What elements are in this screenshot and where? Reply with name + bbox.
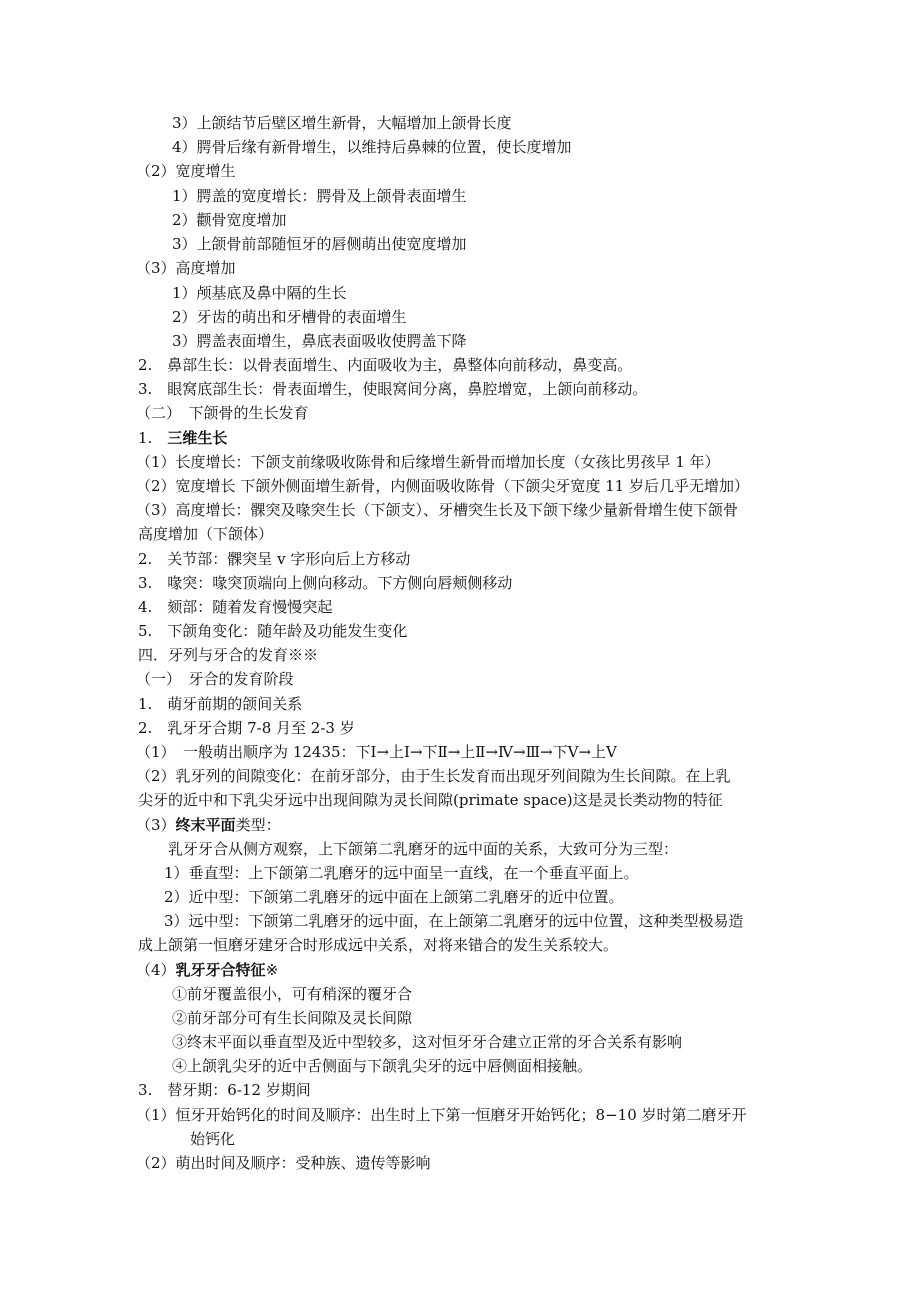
list-number: （4） (136, 961, 176, 979)
list-item: ①前牙覆盖很小，可有稍深的覆牙合 (172, 985, 413, 1003)
text-line: 2）近中型：下颌第二乳磨牙的远中面在上颌第二乳磨牙的近中位置。 (164, 888, 624, 906)
bold-term: 乳牙牙合特征 (175, 961, 266, 979)
text-line: 2. 关节部：髁突呈 v 字形向后上方移动 (138, 550, 411, 568)
text-line: 1）颅基底及鼻中隔的生长 (172, 284, 347, 302)
list-item: ④上颌乳尖牙的近中舌侧面与下颌乳尖牙的远中唇侧面相接触。 (172, 1057, 593, 1075)
text-line: 4. 颏部：随着发育慢慢突起 (138, 598, 333, 616)
section-heading: （3）高度增加 (136, 259, 236, 277)
list-item: ②前牙部分可有生长间隙及灵长间隙 (172, 1009, 413, 1027)
text-line: （1） 一般萌出顺序为 12435：下Ⅰ→上Ⅰ→下Ⅱ→上Ⅱ→Ⅳ→Ⅲ→下Ⅴ→上Ⅴ (136, 743, 617, 761)
section-heading (136, 815, 281, 835)
text-line: （2）乳牙列的间隙变化：在前牙部分，由于生长发育而出现牙列间隙为生长间隙。在上乳 (136, 767, 731, 785)
text-line: （3）高度增长：髁突及喙突生长（下颌支）、牙槽突生长及下颌下缘少量新骨增生使下颌骨 (136, 501, 739, 519)
bold-term: 终末平面 (175, 816, 236, 834)
text-line: 1）腭盖的宽度增长：腭骨及上颌骨表面增生 (172, 187, 467, 205)
text-line: 2. 乳牙牙合期 7-8 月至 2-3 岁 (138, 719, 355, 737)
list-item: ③终末平面以垂直型及近中型较多，这对恒牙牙合建立正常的牙合关系有影响 (172, 1033, 683, 1051)
text-line: 乳牙牙合从侧方观察，上下颌第二乳磨牙的远中面的关系，大致可分为三型： (168, 840, 679, 858)
text-line: 4）腭骨后缘有新骨增生，以维持后鼻棘的位置，使长度增加 (172, 138, 572, 156)
text-line: （1）长度增长：下颌支前缘吸收陈骨和后缘增生新骨而增加长度（女孩比男孩早 1 年） (136, 453, 720, 471)
section-heading: （一） 牙合的发育阶段 (136, 670, 294, 688)
section-heading: （二） 下颌骨的生长发育 (136, 404, 309, 422)
text-line: （2）宽度增长 下颌外侧面增生新骨，内侧面吸收陈骨（下颌尖牙宽度 11 岁后几乎无增加） (136, 477, 749, 495)
section-heading: （2）宽度增生 (136, 162, 236, 180)
text-line: 2）牙齿的萌出和牙槽骨的表面增生 (172, 308, 407, 326)
text-line: 2. 鼻部生长：以骨表面增生、内面吸收为主，鼻整体向前移动，鼻变高。 (138, 356, 633, 374)
text-line: 3）上颌结节后壁区增生新骨，大幅增加上颌骨长度 (172, 114, 512, 132)
text-line: 始钙化 (190, 1130, 236, 1148)
text-line: （1）恒牙开始钙化的时间及顺序：出生时上下第一恒磨牙开始钙化；8−10 岁时第二磨牙开 (136, 1106, 747, 1124)
section-heading (136, 960, 278, 980)
chapter-heading: 四．牙列与牙合的发育※※ (138, 646, 319, 664)
list-number: 1. (138, 429, 168, 447)
bold-term: 三维生长 (167, 429, 228, 447)
text-line: 1）垂直型：上下颌第二乳磨牙的远中面呈一直线，在一个垂直平面上。 (164, 864, 639, 882)
text-line: 3）上颌骨前部随恒牙的唇侧萌出使宽度增加 (172, 235, 467, 253)
text-line: 成上颌第一恒磨牙建牙合时形成远中关系，对将来错合的发生关系较大。 (138, 936, 619, 954)
text-line: 3. 喙突：喙突顶端向上侧向移动。下方侧向唇颊侧移动 (138, 574, 513, 592)
text-line: 5. 下颌角变化：随年龄及功能发生变化 (138, 622, 408, 640)
section-heading (138, 428, 227, 448)
text-line: （2）萌出时间及顺序：受种族、遗传等影响 (136, 1154, 431, 1172)
heading-suffix: ※ (265, 961, 279, 979)
text-line: 高度增加（下颌体） (138, 525, 274, 543)
text-line: 3）远中型：下颌第二乳磨牙的远中面，在上颌第二乳磨牙的远中位置，这种类型极易造 (164, 912, 744, 930)
text-line: 尖牙的近中和下乳尖牙远中出现间隙为灵长间隙(primate space)这是灵长类动物的特征 (138, 791, 723, 809)
text-line: 3）腭盖表面增生，鼻底表面吸收使腭盖下降 (172, 332, 467, 350)
text-line: 1. 萌牙前期的颌间关系 (138, 695, 303, 713)
list-number: （3） (136, 816, 176, 834)
heading-suffix: 类型： (235, 816, 281, 834)
text-line: 3. 眼窝底部生长：骨表面增生，使眼窝间分离，鼻腔增宽，上颌向前移动。 (138, 380, 648, 398)
text-line: 2）颧骨宽度增加 (172, 211, 287, 229)
text-line: 3. 替牙期：6-12 岁期间 (138, 1081, 311, 1099)
